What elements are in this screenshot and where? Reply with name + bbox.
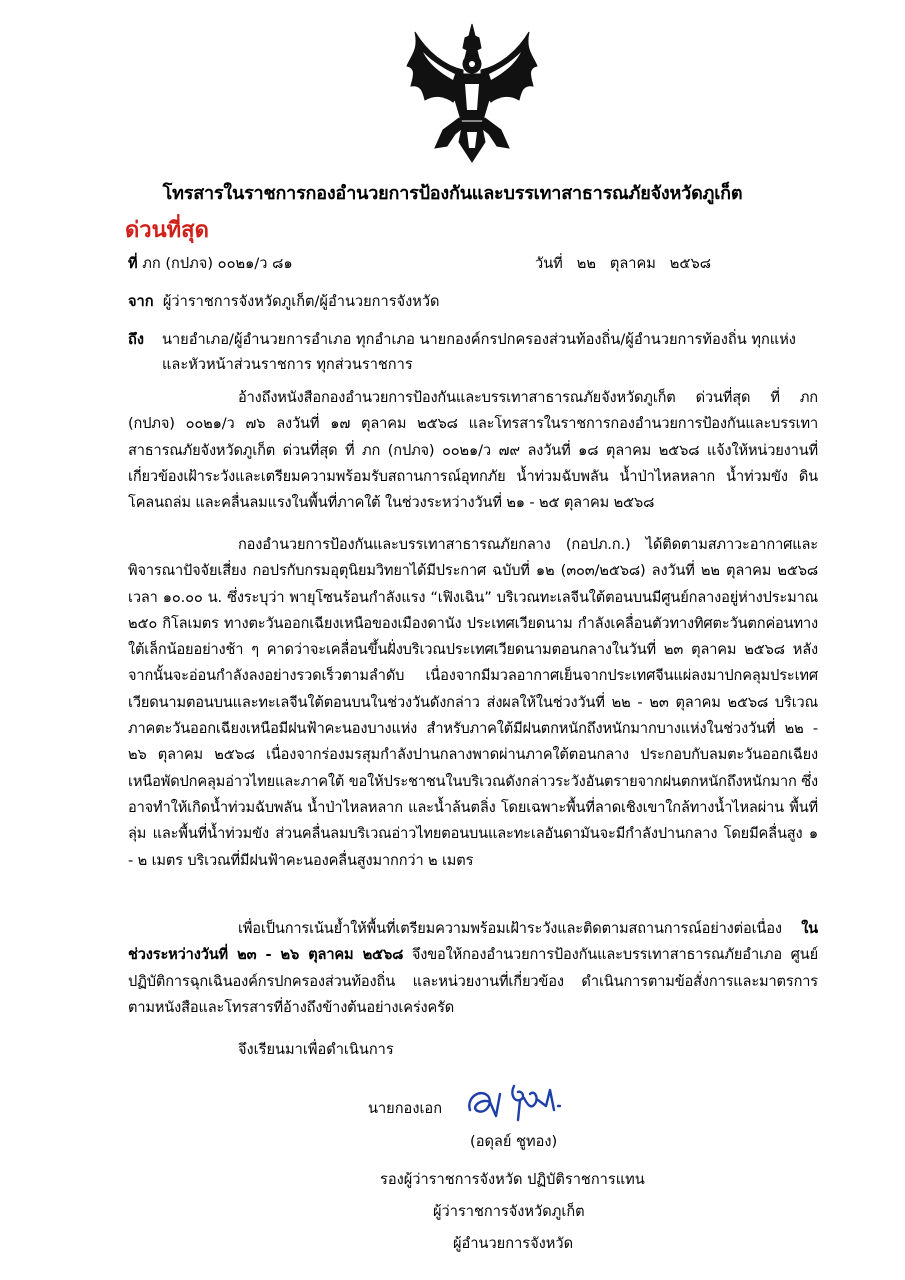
document-date	[535, 254, 711, 274]
signer-position-1: รองผู้ว่าราชการจังหวัด ปฏิบัติราชการแทน	[380, 1171, 645, 1188]
date-label: วันที่	[535, 255, 563, 272]
ref-no-label: ที่	[128, 255, 138, 272]
from-value: ผู้ว่าราชการจังหวัดภูเก็ต/ผู้อำนวยการจังหวัด	[162, 293, 440, 310]
to-line-1: นายอำเภอ/ผู้อำนวยการอำเภอ ทุกอำเภอ นายกองค์กรปกครองส่วนท้องถิ่น/ผู้อำนวยการท้องถิ่น ทุกแห่ง	[162, 331, 796, 348]
date-value: ๒๒ ตุลาคม ๒๕๖๘	[576, 255, 711, 272]
body-paragraph-2	[128, 532, 818, 874]
to-label: ถึง	[128, 331, 144, 348]
signer-rank: นายกองเอก	[368, 1100, 443, 1117]
ref-no-value: ภก (กปภจ) ๐๐๒๑/ว ๘๑	[142, 255, 293, 272]
handwritten-signature	[462, 1076, 572, 1126]
signer-position-3: ผู้อำนวยการจังหวัด	[453, 1235, 574, 1252]
document-title: โทรสารในราชการกองอำนวยการป้องกันและบรรเทาสาธารณภัยจังหวัดภูเก็ต	[162, 183, 743, 204]
paragraph-3-emphasis: ในช่วงระหว่างวันที่ ๒๓ - ๒๖ ตุลาคม ๒๕๖๘	[128, 920, 818, 964]
from-line	[128, 292, 440, 312]
urgency-label: ด่วนที่สุด	[125, 218, 209, 243]
paragraph-1-text: อ้างถึงหนังสือกองอำนวยการป้องกันและบรรเทาสาธารณภัยจังหวัดภูเก็ต ด่วนที่สุด ที่ ภก (กปภจ) ๐๐๒๑/ว ๗๖ ลงวันที่ ๑๗ ตุลาคม ๒๕๖๘ และโทรสารในราชการกองอำนวยการป้องกันและบรรเทาสาธารณภัยจังหวัดภูเก็ต ด่วนที่สุด ที่ ภก (กปภจ) ๐๐๒๑/ว ๗๙ ลงวันที่ ๑๘ ตุลาคม ๒๕๖๘ แจ้งให้หน่วยงานที่เกี่ยวข้องเฝ้าระวังและเตรียมความพร้อมรับสถานการณ์อุทกภัย น้ำท่วมฉับพลัน น้ำป่าไหลหลาก น้ำท่วมขัง ดินโคลนถล่ม และคลื่นลมแรงในพื้นที่ภาคใต้ ในช่วงระหว่างวันที่ ๒๑ - ๒๕ ตุลาคม ๒๕๖๘	[128, 389, 818, 512]
to-line-2: และหัวหน้าส่วนราชการ ทุกส่วนราชการ	[162, 356, 413, 373]
paragraph-3-start: เพื่อเป็นการเน้นย้ำให้พื้นที่เตรียมความพร้อมเฝ้าระวังและติดตามสถานการณ์อย่างต่อเนื่อง	[238, 920, 782, 937]
garuda-emblem-icon	[405, 22, 540, 164]
paragraph-2-text: กองอำนวยการป้องกันและบรรเทาสาธารณภัยกลาง (กอปภ.ก.) ได้ติดตามสภาวะอากาศและพิจารณาปัจจัยเสี่ยง กอปรกับกรมอุตุนิยมวิทยาได้มีประกาศ ฉบับที่ ๑๒ (๓๐๓/๒๕๖๘) ลงวันที่ ๒๒ ตุลาคม ๒๕๖๘ เวลา ๑๐.๐๐ น. ซึ่งระบุว่า พายุโซนร้อนกำลังแรง “เฟิงเฉิน” บริเวณทะเลจีนใต้ตอนบนมีศูนย์กลางอยู่ห่างประมาณ ๒๕๐ กิโลเมตร ทางตะวันออกเฉียงเหนือของเมืองดานัง ประเทศเวียดนาม กำลังเคลื่อนตัวทางทิศตะวันตกค่อนทางใต้เล็กน้อยอย่างช้า ๆ คาดว่าจะเคลื่อนขึ้นฝั่งบริเวณประเทศเวียดนามตอนกลางในวันที่ ๒๓ ตุลาคม ๒๕๖๘ หลังจากนั้นจะอ่อนกำลังลงอย่างรวดเร็วตามลำดับ เนื่องจากมีมวลอากาศเย็นจากประเทศจีนแผ่ลงมาปกคลุมประเทศเวียดนามตอนบนและทะเลจีนใต้ตอนบนในช่วงวันดังกล่าว ส่งผลให้ในช่วงวันที่ ๒๒ - ๒๓ ตุลาคม ๒๕๖๘ บริเวณภาคตะวันออกเฉียงเหนือมีฝนฟ้าคะนองบางแห่ง สำหรับภาคใต้มีฝนตกหนักถึงหนักมากบางแห่งในช่วงวันที่ ๒๒ - ๒๖ ตุลาคม ๒๕๖๘ เนื่องจากร่องมรสุมกำลังปานกลางพาดผ่านภาคใต้ตอนกลาง ประกอบกับลมตะวันออกเฉียงเหนือพัดปกคลุมอ่าวไทยและภาคใต้ ขอให้ประชาชนในบริเวณดังกล่าวระวังอันตรายจากฝนตกหนักถึงหนักมาก ซึ่งอาจทำให้เกิดน้ำท่วมฉับพลัน น้ำป่าไหลหลาก และน้ำล้นตลิ่ง โดยเฉพาะพื้นที่ลาดเชิงเขาใกล้ทางน้ำไหลผ่าน พื้นที่ลุ่ม และพื้นที่น้ำท่วมขัง ส่วนคลื่นลมบริเวณอ่าวไทยตอนบนและทะเลอันดามันจะมีกำลังปานกลาง โดยมีคลื่นสูง ๑ - ๒ เมตร บริเวณที่มีฝนฟ้าคะนองคลื่นสูงมากกว่า ๒ เมตร	[128, 536, 818, 869]
signer-name: (อดุลย์ ชูทอง)	[470, 1133, 558, 1150]
signer-position-2: ผู้ว่าราชการจังหวัดภูเก็ต	[433, 1203, 585, 1220]
reference-number	[128, 254, 293, 274]
from-label: จาก	[128, 293, 154, 310]
closing-line: จึงเรียนมาเพื่อดำเนินการ	[238, 1041, 394, 1058]
paragraph-3-end: จึงขอให้กองอำนวยการป้องกันและบรรเทาสาธารณภัยอำเภอ ศูนย์ปฏิบัติการฉุกเฉินองค์กรปกครองส่วนท้องถิ่น และหน่วยงานที่เกี่ยวข้อง ดำเนินการตามข้อสั่งการและมาตรการตามหนังสือและโทรสารที่อ้างถึงข้างต้นอย่างเคร่งครัด	[128, 946, 818, 1016]
body-paragraph-1	[128, 385, 818, 516]
body-paragraph-3	[128, 916, 818, 1021]
